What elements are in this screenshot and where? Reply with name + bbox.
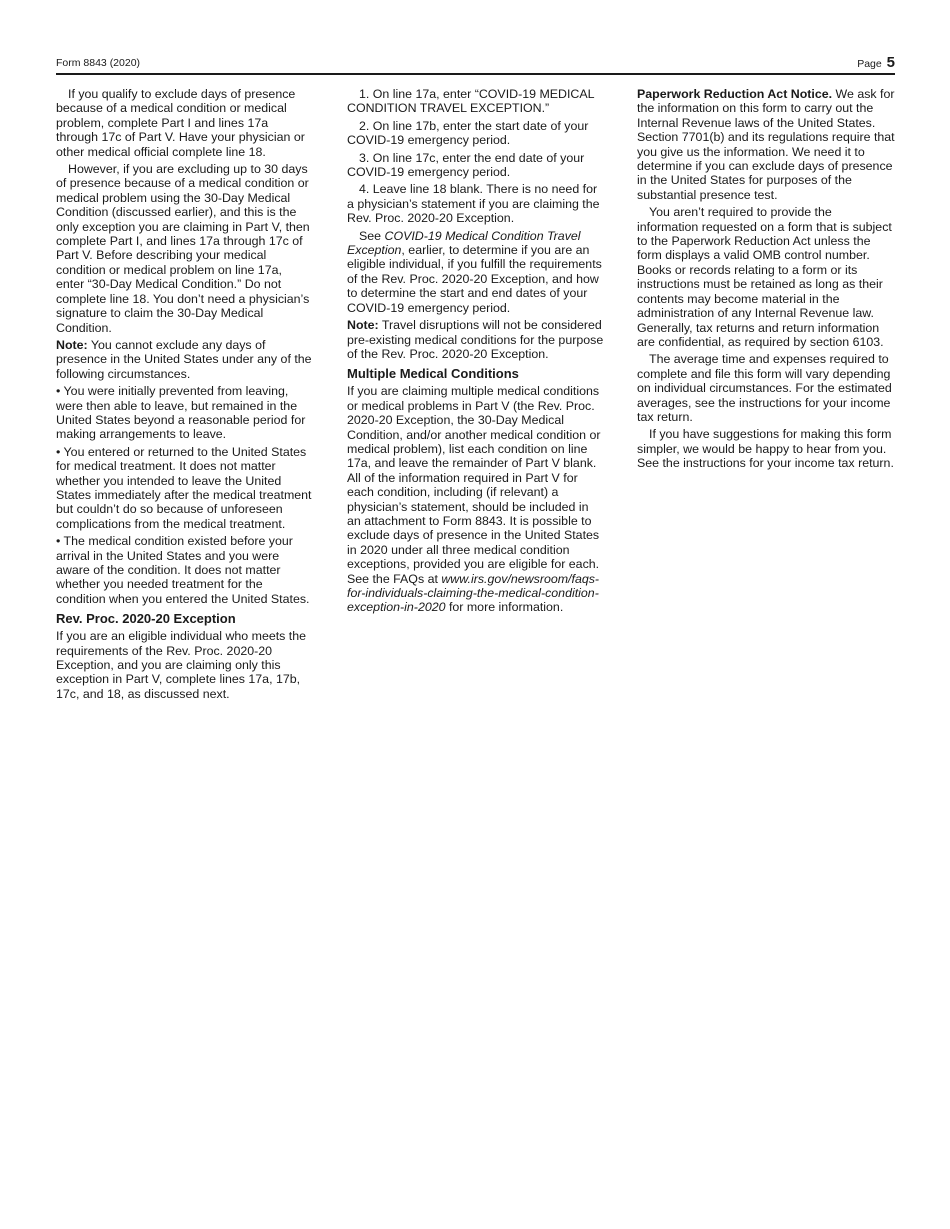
- list-item: 3. On line 17c, enter the end date of your COVID-19 emergency period.: [347, 150, 585, 180]
- header-rule: [56, 73, 895, 75]
- pra-text: We ask for the information on this form to carry out the Internal Revenue laws of the United States. Section 7701(b) and its regulations require that you give us the information. We need it to determine if you can exclude days of presence in the United States for purposes of the substantial presence test.: [637, 87, 895, 202]
- paragraph-pra: [637, 87, 895, 202]
- paragraph-omb: You aren’t required to provide the information requested on a form that is subject to the Paperwork Reduction Act unless the form displays a valid OMB control number. Books or records relating to a form or its instructions must be retained as long as their contents may become material in the administration of any Internal Revenue law. Generally, tax returns and return information are confidential, as required by section 6103.: [637, 205, 892, 349]
- page-number: 5: [886, 54, 895, 71]
- paragraph-suggestions: If you have suggestions for making this form simpler, we would be happy to hear from you. See the instructions for your income tax return.: [637, 427, 894, 471]
- note-label: Note:: [56, 337, 88, 352]
- page-header: [56, 54, 895, 72]
- list-item: 1. On line 17a, enter “COVID-19 MEDICAL CONDITION TRAVEL EXCEPTION.”: [347, 87, 595, 116]
- note-paragraph: [56, 338, 313, 381]
- pra-label: Paperwork Reduction Act Notice.: [637, 87, 833, 101]
- note-text: Travel disruptions will not be considered pre-existing medical conditions for the purpose of the Rev. Proc. 2020-20 Exception.: [347, 318, 604, 361]
- see-prefix: See: [359, 228, 385, 243]
- paragraph-time: The average time and expenses required to complete and file this form will vary depending on individual circumstances. For the estimated averages, see the instructions for your income tax return.: [637, 352, 892, 424]
- paragraph-30-day: However, if you are excluding up to 30 days of presence because of a medical condition or medical problem using the 30-Day Medical Condition (discussed earlier), and this is the only exception you are claiming in Part V, then complete Part I, and lines 17a through 17c of Part V. Before describing your medical condition or medical problem on line 17a, enter “30-Day Medical Condition.” Do not complete line 18. You don’t need a physician’s signature to claim the 30-Day Medical Condition.: [56, 162, 310, 335]
- paragraph-rev-proc: If you are an eligible individual who meets the requirements of the Rev. Proc. 2020-20 Exception, and you are claiming only this exception in Part V, complete lines 17a, 17b, 17c, and 18, as discussed next.: [56, 629, 307, 701]
- note-text: You cannot exclude any days of presence in the United States under any of the following circumstances.: [56, 337, 312, 381]
- page-indicator: [857, 54, 895, 71]
- multiple-text: If you are claiming multiple medical conditions or medical problems in Part V (the Rev. Proc. 2020-20 Exception, the 30-Day Medical Condition, and/or another medical condition or medical problem), list each condition on line 17a, and leave the remainder of Part V blank. All of the information required in Part V for each condition, including (if relevant) a physician’s statement, should be included in an attachment to Form 8843. It is possible to exclude days of presence in the United States in 2020 under all three medical condition exceptions, provided you are eligible for each. See the FAQs at: [347, 384, 601, 586]
- note-label: Note:: [347, 318, 379, 333]
- list-item: 4. Leave line 18 blank. There is no need for a physician’s statement if you are claiming the Rev. Proc. 2020-20 Exception.: [347, 182, 600, 226]
- section-heading-rev-proc: Rev. Proc. 2020-20 Exception: [56, 611, 236, 627]
- section-heading-multiple: Multiple Medical Conditions: [347, 366, 519, 382]
- column-middle: [347, 87, 605, 618]
- paragraph-multiple: [347, 384, 605, 615]
- form-label: Form 8843 (2020): [56, 57, 141, 69]
- bullet-item: • You were initially prevented from leaving, were then able to leave, but remained in the United States beyond a reasonable period for making arrangements to leave.: [56, 384, 306, 442]
- column-right: [637, 87, 895, 474]
- see-reference: COVID-19 Medical Condition Travel Exception: [347, 228, 581, 258]
- see-text: , earlier, to determine if you are an eligible individual, if you fulfill the requirements of the Rev. Proc. 2020-20 Exception, and how to determine the start and end dates of your COVID-19 emergency period.: [347, 243, 602, 315]
- note-paragraph: [347, 318, 605, 361]
- faq-url-link[interactable]: www.irs.gov/newsroom/faqs-for-individuals-claiming-the-medical-condition-exception-in-2020: [347, 571, 600, 615]
- paragraph-see-reference: [347, 229, 605, 315]
- paragraph-qualify: If you qualify to exclude days of presence because of a medical condition or medical problem, complete Part I and lines 17a through 17c of Part V. Have your physician or other medical official complete line 18.: [56, 87, 305, 159]
- column-left: [56, 87, 313, 704]
- bullet-item: • You entered or returned to the United States for medical treatment. It does not matter whether you intended to leave the United States immediately after the medical treatment but couldn’t do so because of unforeseen complications from the medical treatment.: [56, 444, 312, 531]
- bullet-item: • The medical condition existed before your arrival in the United States and you were aware of the condition. It does not matter whether you needed treatment for the condition when you entered the United States.: [56, 534, 310, 606]
- multiple-post: for more information.: [445, 600, 564, 615]
- list-item: 2. On line 17b, enter the start date of your COVID-19 emergency period.: [347, 118, 589, 148]
- page-label: Page: [857, 58, 882, 70]
